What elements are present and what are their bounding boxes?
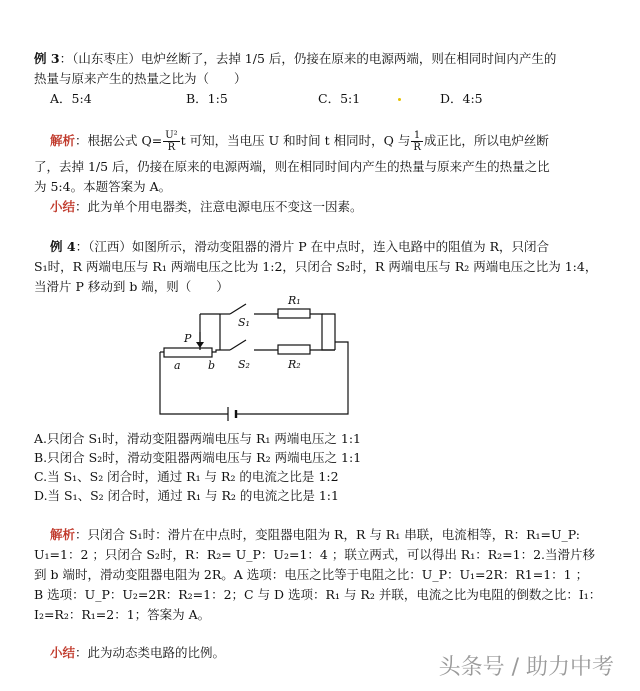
example4-line1: 例 4：（江西）如图所示，滑动变阻器的滑片 P 在中点时，连入电路中的阻值为 R，只闭合 — [50, 239, 550, 254]
summary-label: 小结 — [50, 199, 76, 214]
slider-arrowhead — [196, 342, 204, 348]
label-s2: S₂ — [238, 358, 250, 371]
label-s1: S₁ — [238, 316, 250, 329]
example4-title: 例 4 — [50, 239, 76, 254]
rheostat — [164, 348, 212, 357]
example4-option-a: A.只闭合 S₁时，滑动变阻器两端电压与 R₁ 两端电压之 1:1 — [34, 431, 362, 446]
example3-option-c: C．5:1 — [318, 91, 361, 106]
example4-line2: S₁时，R 两端电压与 R₁ 两端电压之比为 1:2，只闭合 S₂时，R 两端电压与 R₂ 两端电压之比为 1:4， — [34, 259, 598, 274]
example3-analysis-line1: 解析：根据公式 Q= $\frac{\text{U²}}{R}$ t 可知，当电压 U 和时间 t 相同时，Q 与 $\frac{1}{R}$ 成正比，所以电炉丝断 — [50, 130, 549, 153]
analysis-label: 解析 — [50, 133, 76, 148]
example3-option-d: D．4:5 — [440, 91, 483, 106]
resistor-r2 — [278, 345, 310, 354]
example3-summary: 小结：此为单个用电器类，注意电源电压不变这一因素。 — [50, 199, 363, 214]
label-r2: R₂ — [288, 358, 301, 371]
example4-option-b: B.只闭合 S₂时，滑动变阻器两端电压与 R₂ 两端电压之 1:1 — [34, 450, 362, 465]
switch-s1 — [230, 304, 246, 314]
yellow-dot — [398, 98, 401, 101]
label-r1: R₁ — [288, 294, 301, 307]
resistor-r1 — [278, 309, 310, 318]
example3-line1: 例 3：（山东枣庄）电炉丝断了，去掉 1/5 后，仍接在原来的电源两端，则在相同时间内产生的 — [34, 51, 557, 66]
example4-summary: 小结：此为动态类电路的比例。 — [50, 645, 226, 660]
example4-option-d: D.当 S₁、S₂ 闭合时，通过 R₁ 与 R₂ 的电流之比是 1:1 — [34, 488, 339, 503]
example4-analysis-line5: I₂=R₂：R₁=2：1；答案为 A。 — [34, 607, 211, 622]
example4-analysis-line3: 到 b 端时，滑动变阻器电阻为 2R。A 选项：电压之比等于电阻之比：U_P：U₁=2R：R1=1：1 ； — [34, 567, 589, 582]
label-b: b — [208, 359, 216, 372]
example3-analysis-line2: 了，去掉 1/5 后，仍接在原来的电源两端，则在相同时间内产生的热量与原来产生的热量之比 — [34, 159, 550, 174]
example4-analysis-line4: B 选项：U_P：U₂=2R：R₂=1：2；C 与 D 选项：R₁ 与 R₂ 并联，电流之比为电阻的倒数之比：I₁： — [34, 587, 602, 602]
wire-bottom-right — [250, 342, 348, 414]
wire-bottom-left — [160, 352, 228, 414]
label-p: P — [184, 332, 192, 345]
example3-line2: 热量与原来产生的热量之比为（ ） — [34, 71, 247, 86]
formula-fraction: $\frac{\text{U²}}{R}$ — [165, 130, 178, 153]
example3-option-a: A．5:4 — [50, 91, 92, 106]
reciprocal-fraction: $\frac{1}{R}$ — [413, 130, 421, 153]
circuit-diagram — [150, 292, 350, 422]
label-a: a — [174, 359, 181, 372]
example4-line3: 当滑片 P 移动到 b 端，则（ ） — [34, 279, 229, 294]
example3-analysis-line3: 为 5:4。本题答案为 A。 — [34, 179, 172, 194]
switch-s2 — [230, 340, 246, 350]
example4-analysis-line2: U₁=1：2 ；只闭合 S₂时，R：R₂= U_P：U₂=1：4 ；联立两式，可以得出 R₁：R₂=1：2.当滑片移 — [34, 547, 595, 562]
example4-option-c: C.当 S₁、S₂ 闭合时，通过 R₁ 与 R₂ 的电流之比是 1:2 — [34, 469, 339, 484]
example3-title: 例 3 — [34, 51, 60, 66]
analysis-label-2: 解析 — [50, 527, 76, 542]
watermark: 头条号 / 助力中考 — [438, 655, 614, 680]
summary-label-2: 小结 — [50, 645, 76, 660]
example3-option-b: B．1:5 — [186, 91, 228, 106]
example4-analysis-line1: 解析：只闭合 S₁时：滑片在中点时，变阻器电阻为 R，R 与 R₁ 串联，电流相等，R：R₁=U_P: — [50, 527, 580, 542]
